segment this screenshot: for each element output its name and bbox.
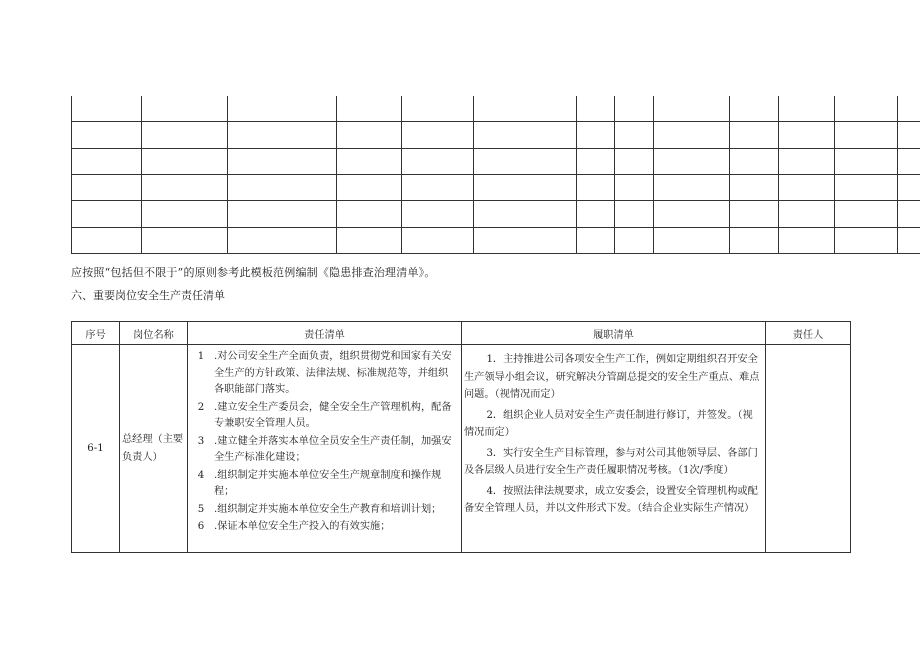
row-post: 总经理（主要负责人） <box>120 345 188 553</box>
list-item: 2 .建立安全生产委员会，健全安全生产管理机构，配备专兼职安全管理人员。 <box>197 401 452 429</box>
empty-grid-table <box>71 96 920 254</box>
header-id: 序号 <box>72 322 120 345</box>
header-post: 岗位名称 <box>120 322 188 345</box>
list-item: 1．主持推进公司各项安全生产工作，例如定期组织召开安全生产领导小组会议，研究解决分管副总提交的安全生产重点、难点问题。（视情况而定） <box>464 354 760 400</box>
responsibility-list-cell <box>188 345 462 553</box>
header-responsibilities: 责任清单 <box>188 322 462 345</box>
section-title: 六、重要岗位安全生产责任清单 <box>71 289 225 302</box>
table-row <box>72 227 920 253</box>
table-row <box>72 96 920 122</box>
list-item: 4 .组织制定并实施本单位安全生产规章制度和操作规程； <box>197 469 442 497</box>
template-note: 应按照“包括但不限于”的原则参考此模板范例编制《隐患排查治理清单》。 <box>71 266 436 279</box>
table-row <box>72 148 920 174</box>
responsibility-list <box>188 349 461 536</box>
table-row <box>72 345 851 553</box>
list-item: 6 .保证本单位安全生产投入的有效实施； <box>197 521 391 532</box>
list-item: 2．组织企业人员对安全生产责任制进行修订，并签发。（视情况而定） <box>464 409 753 438</box>
table-header-row <box>72 322 851 345</box>
duty-list <box>462 351 765 521</box>
header-person: 责任人 <box>766 322 851 345</box>
list-item: 4．按照法律法规要求，成立安委会，设置安全管理机构或配备安全管理人员，并以文件形式下发。（结合企业实际生产情况） <box>464 485 758 514</box>
responsibility-table <box>71 321 851 553</box>
list-item: 3 .建立健全并落实本单位全员安全生产责任制，加强安全生产标准化建设； <box>197 435 452 463</box>
list-item: 5 .组织制定并实施本单位安全生产教育和培训计划； <box>197 503 442 515</box>
row-id: 6-1 <box>72 345 120 553</box>
row-person <box>766 345 851 553</box>
list-item: 1 .对公司安全生产全面负责，组织贯彻党和国家有关安全生产的方针政策、法律法规、标准规范等，并组织各职能部门落实。 <box>197 351 452 395</box>
table-row <box>72 122 920 148</box>
table-row <box>72 174 920 200</box>
list-item: 3．实行安全生产目标管理，参与对公司其他领导层、各部门及各层级人员进行安全生产责任履职情况考核。（1次/季度） <box>464 447 758 476</box>
duty-list-cell <box>462 345 766 553</box>
table-row <box>72 201 920 227</box>
header-duties: 履职清单 <box>462 322 766 345</box>
